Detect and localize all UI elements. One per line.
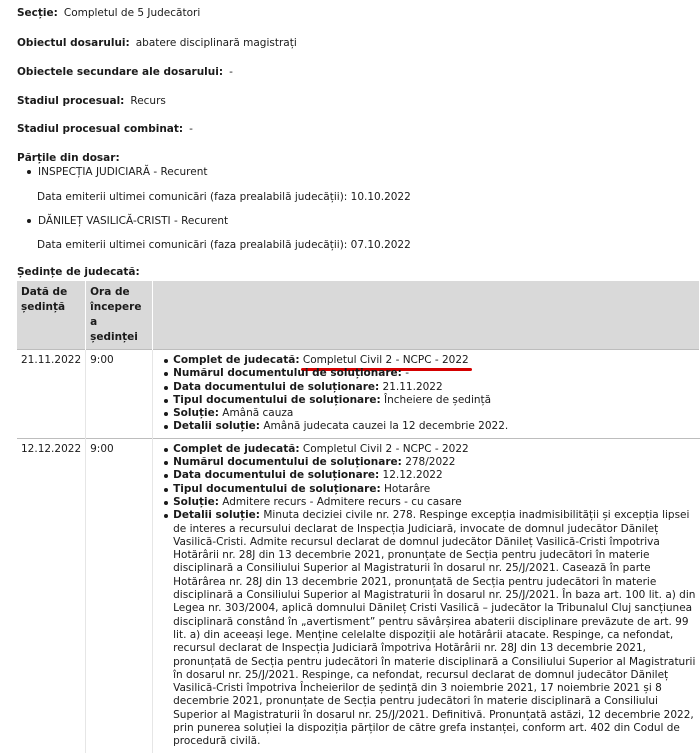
hearing-date: 12.12.2022 — [17, 438, 86, 752]
party-item — [27, 166, 208, 178]
column-header-details — [153, 281, 700, 350]
detail-key: Numărul documentului de soluționare: — [173, 456, 402, 469]
detail-value: Completul Civil 2 - NCPC - 2022 — [302, 442, 469, 455]
detail-value: 21.11.2022 — [382, 380, 443, 393]
field-value: - — [229, 66, 233, 78]
table-row — [17, 438, 700, 752]
hearings-title: Ședințe de judecată: — [17, 266, 140, 278]
detail-data-doc — [173, 381, 695, 394]
party-name: INSPECȚIA JUDICIARĂ - Recurent — [38, 166, 208, 178]
field-value: - — [189, 123, 193, 135]
detail-value: 278/2022 — [405, 456, 456, 469]
field-obiect — [17, 37, 297, 49]
detail-complet — [173, 443, 695, 456]
field-label: Stadiul procesual combinat: — [17, 123, 184, 135]
detail-value: Hotarâre — [384, 482, 431, 495]
detail-key: Tipul documentului de soluționare: — [173, 482, 381, 495]
detail-solutie — [173, 407, 695, 420]
detail-key: Data documentului de soluționare: — [173, 380, 380, 393]
detail-key: Numărul documentului de soluționare: — [173, 367, 402, 380]
column-header-time: Ora de începere a ședinței — [86, 281, 153, 350]
detail-detalii — [173, 509, 695, 748]
detail-key: Soluție: — [173, 495, 219, 508]
hearing-time: 9:00 — [86, 350, 153, 439]
detail-value: - — [405, 367, 409, 380]
table-header-row — [17, 281, 700, 350]
bullet-icon — [27, 219, 31, 223]
hearing-details — [153, 350, 700, 439]
field-obiecte-secundare — [17, 66, 233, 78]
field-sectie — [17, 7, 200, 19]
hearing-time: 9:00 — [86, 438, 153, 752]
detail-detalii — [173, 420, 695, 433]
field-value: Completul de 5 Judecători — [63, 7, 201, 19]
detail-key: Data documentului de soluționare: — [173, 469, 380, 482]
field-label: Stadiul procesual: — [17, 95, 125, 107]
detail-solutie — [173, 496, 695, 509]
detail-nr-doc — [173, 367, 695, 380]
detail-key: Soluție: — [173, 407, 219, 420]
hearing-date: 21.11.2022 — [17, 350, 86, 439]
detail-key: Complet de judecată: — [173, 354, 300, 366]
detail-value: Amână judecata cauzei la 12 decembrie 2022. — [263, 420, 509, 433]
detail-key: Detalii soluție: — [173, 509, 260, 522]
detail-tip-doc — [173, 394, 695, 407]
detail-key: Complet de judecată: — [173, 442, 300, 455]
detail-tip-doc — [173, 483, 695, 496]
field-value: Recurs — [130, 95, 166, 107]
party-item — [27, 215, 228, 227]
party-communication: Data emiterii ultimei comunicări (faza prealabilă judecății): 10.10.2022 — [37, 191, 411, 203]
parties-title: Părțile din dosar: — [17, 152, 120, 164]
complet-value-highlighted — [303, 354, 469, 366]
field-label: Obiectul dosarului: — [17, 37, 130, 49]
party-name: DĂNILEȚ VASILICĂ-CRISTI - Recurent — [38, 215, 229, 227]
field-label: Secție: — [17, 7, 58, 19]
detail-key: Detalii soluție: — [173, 420, 260, 433]
detail-value: Încheiere de ședință — [384, 393, 492, 406]
bullet-icon — [27, 170, 31, 174]
detail-value: Minuta deciziei civile nr. 278. Respinge excepția inadmisibilității și excepția lipsei de interes a recursului declarat de Inspecția Judiciară, invocate de domnul judecător Dănileț Vasilică-Cristi. Admite recursul declarat de domnul judecător Dănileț Vasilică-Cristi împotriva Hotărârii nr. 28J din 13 decembrie 2021, pronunțate de Secția pentru judecători în materie disciplinară a Consiliului Superior al Magistraturii în dosarul nr. 25/J/2021. Casează în parte Hotărârea nr. 28J din 13 decembrie 2021, pronunțată de Secția pentru judecători în materie disciplinară a Consiliului Superior al Magistraturii în dosarul nr. 25/J/2021. În baza art. 100 lit. a) din Legea nr. 303/2004, aplică domnului Dănileț Cristi Vasilică – judecător la Tribunalul Cluj sancțiunea disciplinară constând în „avertisment” pentru săvârșirea abaterii disciplinare prevăzute de art. 99 lit. a) din aceeași lege. Menține celelalte dispoziții ale hotărârii atacate. Respinge, ca nefondat, recursul declarat de Inspecția Judiciară împotriva Hotărârii nr. 28J din 13 decembrie 2021, pronunțată de Secția pentru judecători în materie disciplinară a Consiliului Superior al Magistraturii în dosarul nr. 25/J/2021. Respinge, ca nefondat, recursul declarat de domnul judecător Dănileț Vasilică-Cristi împotriva Încheierilor de ședință din 3 noiembrie 2021, 17 noiembrie 2021 și 8 decembrie 2021, pronunțate de Secția pentru judecători în materie disciplinară a Consiliului Superior al Magistraturii în dosarul nr. 25/J/2021. Definitivă. Pronunțată astăzi, 12 decembrie 2022, prin punerea soluției la dispoziția părților de către grefa instanței, conform art. 402 din Codul de procedură civilă. — [173, 509, 696, 748]
hearing-details — [153, 438, 700, 752]
field-stadiu-combinat — [17, 123, 193, 135]
field-value: abatere disciplinară magistrați — [135, 37, 297, 49]
detail-nr-doc — [173, 456, 695, 469]
detail-value: Amână cauza — [222, 407, 294, 420]
field-label: Obiectele secundare ale dosarului: — [17, 66, 224, 78]
detail-key: Tipul documentului de soluționare: — [173, 393, 381, 406]
detail-value: Admitere recurs - Admitere recurs - cu casare — [222, 495, 462, 508]
party-communication: Data emiterii ultimei comunicări (faza prealabilă judecății): 07.10.2022 — [37, 239, 411, 251]
detail-value: Completul Civil 2 - NCPC - 2022 — [302, 354, 469, 366]
detail-value: 12.12.2022 — [382, 469, 443, 482]
detail-complet — [173, 354, 695, 367]
table-row — [17, 350, 700, 439]
hearings-table — [17, 281, 700, 753]
column-header-date: Dată de ședință — [17, 281, 86, 350]
detail-data-doc — [173, 469, 695, 482]
field-stadiu — [17, 95, 166, 107]
